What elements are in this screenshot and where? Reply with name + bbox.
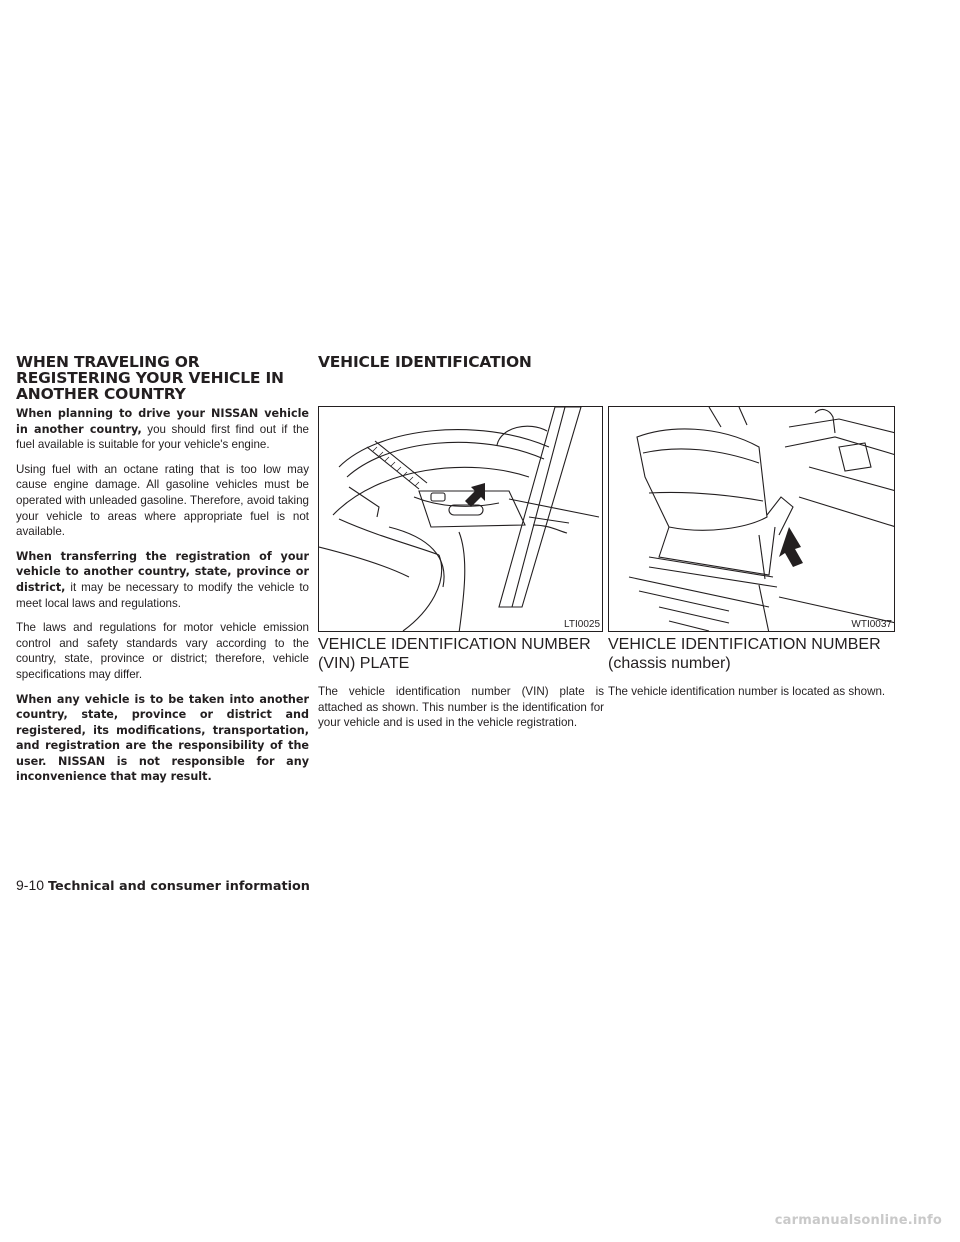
bold-lead: When planning to drive your NISSAN vehicle in another country, <box>16 407 309 436</box>
chassis-number-illustration <box>609 407 895 632</box>
page-number: 9-10 <box>16 877 45 893</box>
subheading-chassis-number: VEHICLE IDENTIFICATION NUMBER (chassis number) <box>608 636 881 672</box>
paragraph-laws: The laws and regulations for motor vehicle emission control and safety standards vary according to the country, state, province or district; therefore, vehicle specifications may differ. <box>16 621 309 681</box>
vin-plate-section <box>318 635 604 740</box>
vin-plate-illustration <box>319 407 603 632</box>
bold-lead: When transferring the registration of your vehicle to another country, state, province or district, <box>16 549 309 594</box>
paragraph-octane: Using fuel with an octane rating that is too low may cause engine damage. All gasoline vehicles must be operated with unleaded gasoline. Therefore, avoid taking your vehicle to areas where appropriate fuel is not available. <box>16 462 309 539</box>
subheading-vin-plate: VEHICLE IDENTIFICATION NUMBER (VIN) PLATE <box>318 636 591 672</box>
section-heading-vehicle-identification: VEHICLE IDENTIFICATION <box>318 353 532 371</box>
paragraph-planning: When planning to drive your NISSAN vehicle in another country, you should first find out if the fuel available is suitable for your vehicle's engine. <box>16 407 309 452</box>
chapter-title: Technical and consumer information <box>48 879 310 894</box>
paragraph-registration: When transferring the registration of your vehicle to another country, state, province or district, it may be necessary to modify the vehicle to meet local laws and regulations. <box>16 549 309 610</box>
figure-code: LTI0025 <box>564 619 600 630</box>
figure-chassis-number <box>608 406 895 632</box>
section-heading-traveling: WHEN TRAVELING OR REGISTERING YOUR VEHICLE IN ANOTHER COUNTRY <box>16 353 284 403</box>
figure-code: WTI0037 <box>851 619 892 630</box>
figure-vin-plate <box>318 406 603 632</box>
arrow-icon <box>779 527 803 567</box>
paragraph-chassis-number: The vehicle identification number is located as shown. <box>608 685 886 698</box>
chassis-number-section <box>608 635 896 709</box>
paragraph-responsibility: When any vehicle is to be taken into another country, state, province or district and registered, its modifications, transportation, and registration are the responsibility of the user. NISSAN is not responsible for any inconvenience that may result. <box>16 692 309 784</box>
arrow-icon <box>465 483 485 507</box>
page-footer <box>16 877 310 894</box>
traveling-body <box>16 406 309 794</box>
watermark: carmanualsonline.info <box>774 1213 942 1228</box>
paragraph-vin-plate: The vehicle identification number (VIN) plate is attached as shown. This number is the identification for your vehicle and is used in the vehicle registration. <box>318 685 604 730</box>
